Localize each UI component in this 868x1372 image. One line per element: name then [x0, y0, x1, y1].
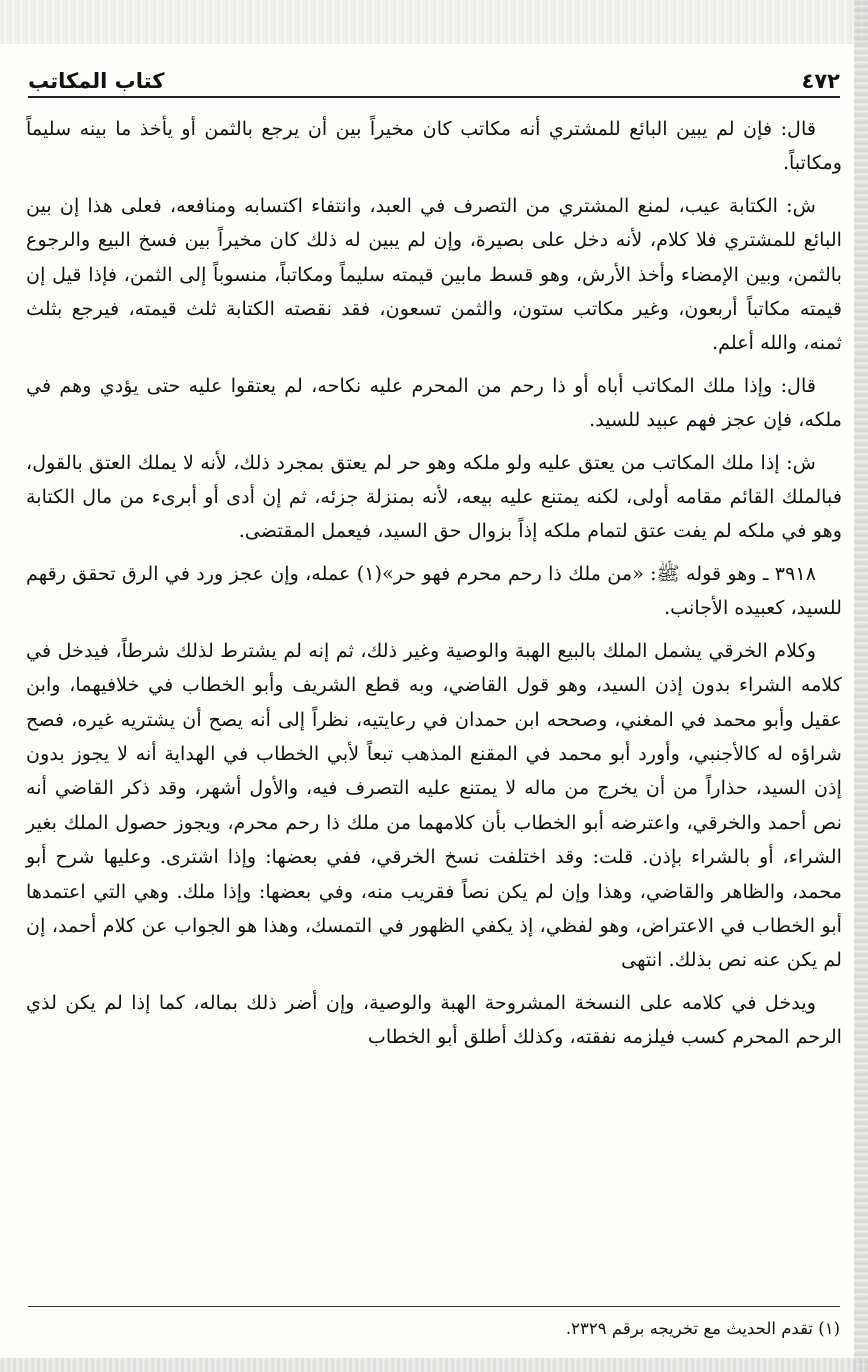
page-header [28, 62, 840, 98]
page-number: ٤٧٢ [801, 69, 840, 93]
scan-edge-bottom [0, 1358, 868, 1372]
scan-edge-right [854, 0, 868, 1372]
page-body [26, 112, 842, 1063]
scan-edge-top [0, 0, 868, 44]
paragraph: ش: الكتابة عيب، لمنع المشتري من التصرف في العبد، وانتفاء اكتسابه ومنافعه، فعلى هذا إن بين البائع للمشتري فلا كلام، لأنه دخل على بصيرة، وإن لم يبين له ذلك كان مخيراً بين فسخ البيع والرجوع بالثمن، وبين الإمضاء وأخذ الأرش، وهو قسط مابين قيمته سليماً ومكاتباً، منسوباً إلى الثمن، فإذا قيل إن قيمته مكاتباً أربعون، وغير مكاتب ستون، والثمن تسعون، فقد نقصته الكتابة ثلث قيمته، فيرجع بثلث ثمنه، والله أعلم. [26, 193, 842, 355]
footnotes [28, 1306, 840, 1341]
paragraph: قال: فإن لم يبين البائع للمشتري أنه مكاتب كان مخيراً بين أن يرجع بالثمن أو يأخذ ما بينه سليماً ومكاتباً. [26, 117, 842, 175]
paragraph: ش: إذا ملك المكاتب من يعتق عليه ولو ملكه وهو حر لم يعتق بمجرد ذلك، لأنه لا يملك العتق بالقول، فبالملك القائم مقامه أولى، لكنه يمتنع عليه بيعه، لأنه بمنزلة جزئه، ثم إن أدى أو أبرىء من مال الكتابة وهو في ملكه لم يفت عتق لتمام ملكه إذاً بزوال حق السيد، فيعمل المقتضى. [26, 450, 842, 543]
paragraph: قال: وإذا ملك المكاتب أباه أو ذا رحم من المحرم عليه نكاحه، لم يعتقوا عليه حتى يؤدي وهم في ملكه، فإن عجز فهم عبيد للسيد. [26, 373, 842, 432]
paragraph: ٣٩١٨ ـ وهو قوله ﷺ: «من ملك ذا رحم محرم فهو حر»(١) عمله، وإن عجز ورد في الرق تحقق رقهم للسيد، كعبيده الأجانب. [26, 561, 842, 620]
book-title: كتاب المكاتب [28, 69, 165, 93]
paragraph: ويدخل في كلامه على النسخة المشروحة الهبة والوصية، وإن أضر ذلك بماله، كما إذا لم يكن لذي الرحم المحرم كسب فيلزمه نفقته، وكذلك أطلق أبو الخطاب [26, 990, 842, 1049]
paragraph: وكلام الخرقي يشمل الملك بالبيع الهبة والوصية وغير ذلك، ثم إنه لم يشترط لذلك شرطاً، فيدخل في كلامه الشراء بدون إذن السيد، وهو قول القاضي، وبه قطع الشريف وأبو الخطاب في خلافيهما، وابن عقيل وأبو محمد في المغني، وصححه ابن حمدان في رعايتيه، نظراً إلى أنه يصح أن يشتريه غيره، فصح شراؤه له كالأجنبي، وأورد أبو محمد في المقنع المذهب تبعاً لأبي الخطاب في الهداية أنه لا يجوز بدون إذن السيد، حذاراً من أن يخرج من ماله لا يمتنع عليه التصرف فيه، والأول أشهر، وقد ذكر القاضي أنه نص أحمد والخرقي، واعترضه أبو الخطاب بأن كلامهما من ملك ذا رحم محرم، ويجوز حصول الملك بغير الشراء، أو بالشراء بإذن. قلت: وقد اختلفت نسخ الخرقي، ففي بعضها: وإذا اشترى. وعليها شرح أبو محمد، والظاهر والقاضي، وهذا وإن لم يكن نصاً فقريب منه، وفي بعضها: وإذا ملك. وهي التي اعتمدها أبو الخطاب في الاعتراض، وهو لفظي، إذ يكفي الظهور في التمسك، وهذا هو الجواب عن كلام أحمد، إن لم يكن عنه نص بذلك. انتهى [26, 638, 842, 972]
footnote: (١) تقدم الحديث مع تخريجه برقم ٢٣٢٩. [565, 1319, 840, 1338]
